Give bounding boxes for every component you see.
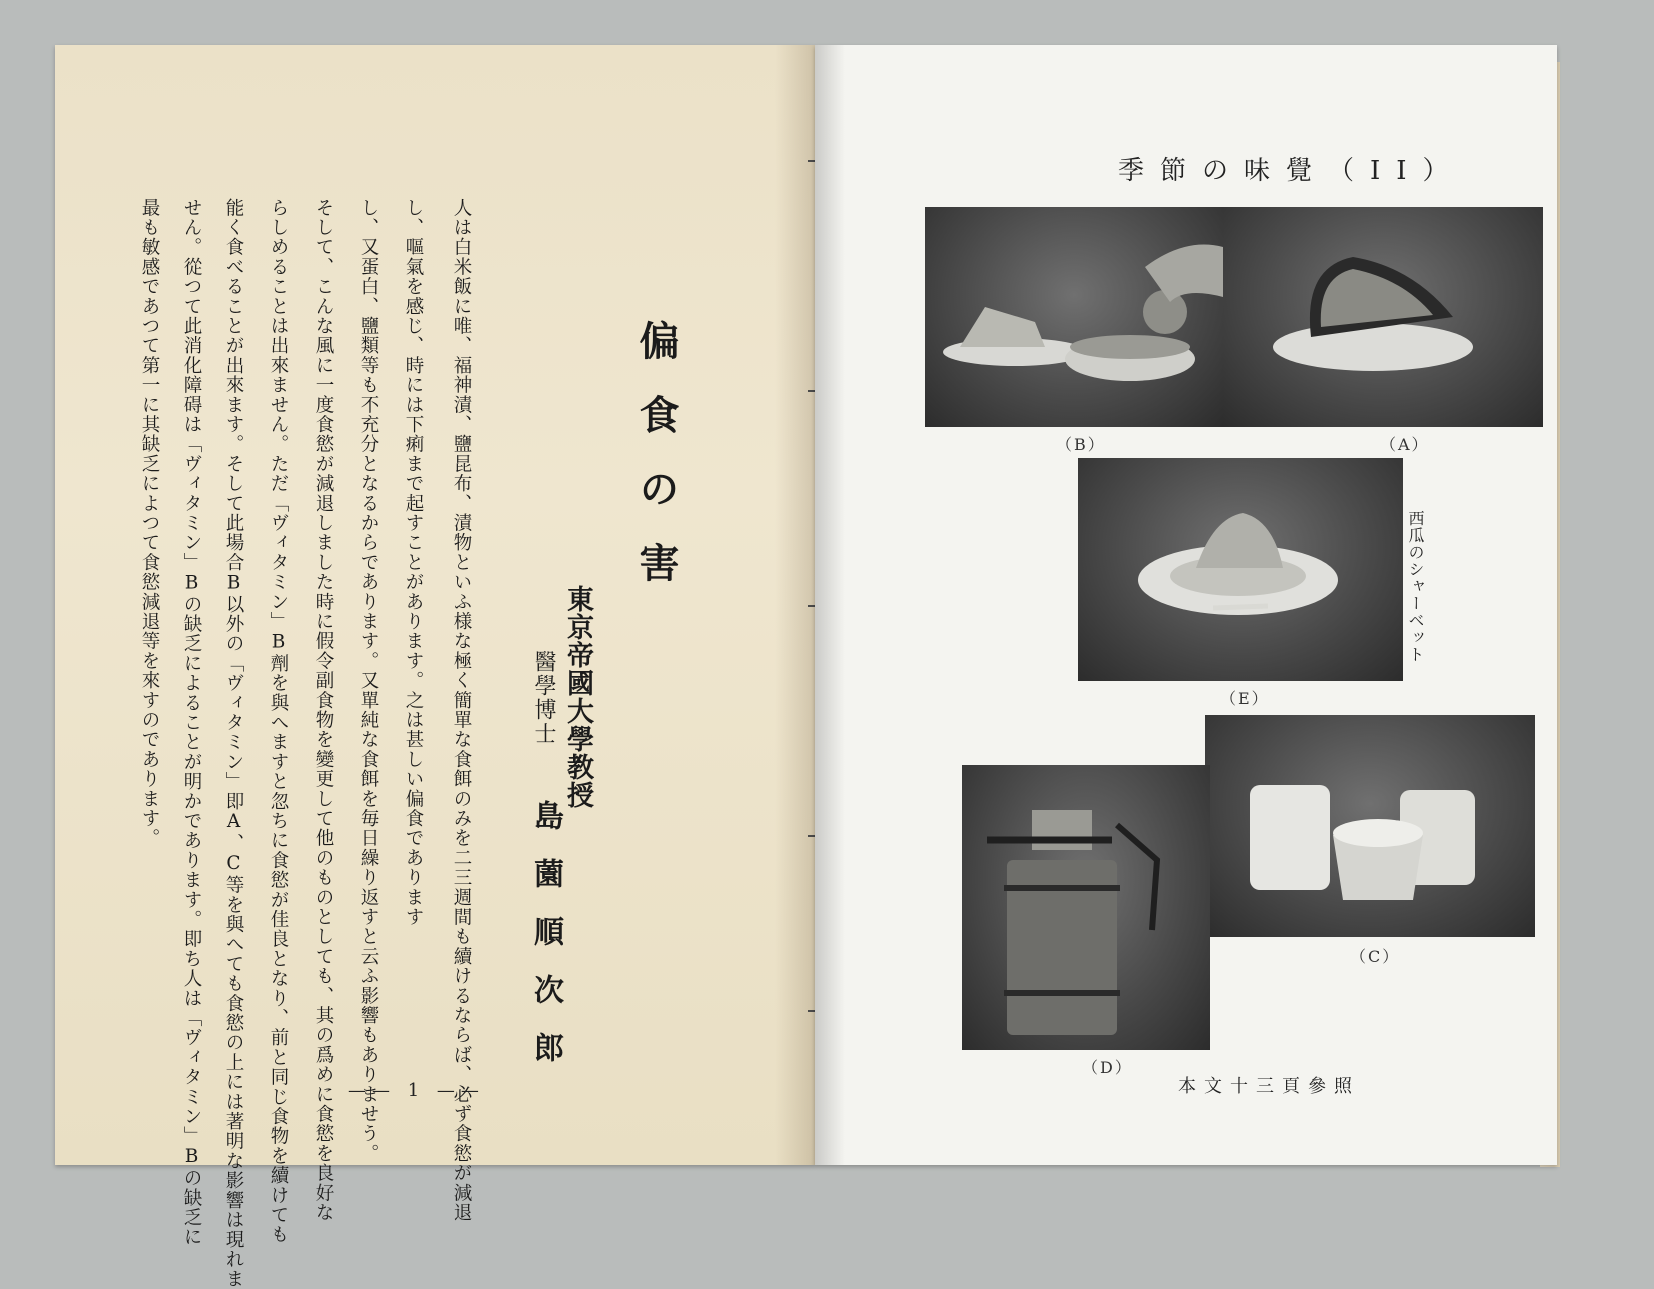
body-column: し、又蛋白、鹽類等も不充分となるからであります。又單純な食餌を毎日繰り返すと云ふ影響もありませう。 — [358, 198, 379, 1164]
body-column: 最も敏感であつて第一に其缺乏によつて食慾減退等を來すのであります。 — [139, 198, 160, 849]
body-column: 人は白米飯に唯、福神漬、鹽昆布、漬物といふ様な極く簡單な食餌のみを二三週間も續けるならば、必ず食慾が減退 — [451, 198, 472, 1223]
photo-e — [1078, 458, 1403, 681]
plate-title: 季節の味覺（II） — [1118, 156, 1465, 186]
caption-a: （A） — [1380, 435, 1430, 454]
photo-c — [1205, 715, 1535, 937]
author-name: 島薗順次郎 — [528, 800, 563, 1090]
left-page — [55, 45, 815, 1165]
article-title: 偏食の害 — [633, 320, 680, 616]
caption-d: （D） — [1082, 1058, 1133, 1077]
photo-b-art — [925, 207, 1223, 427]
photo-a — [1223, 207, 1543, 427]
photo-b — [925, 207, 1223, 427]
author-degree: 醫學博士 — [531, 650, 556, 746]
photo-e-art — [1078, 458, 1403, 681]
page-number: —— 1 —— — [348, 1080, 485, 1101]
body-column: せん。從つて此消化障碍は「ヴィタミン」Bの缺乏によることが明かであります。即ち人は「ヴィタミン」Bの缺乏に — [181, 198, 202, 1248]
caption-c: （C） — [1350, 947, 1401, 966]
side-caption: 西瓜のシャーベット — [1406, 510, 1425, 663]
photo-d-art — [962, 765, 1210, 1050]
photo-a-art — [1223, 207, 1543, 427]
body-column: らしめることは出來ません。ただ「ヴィタミン」B劑を與へますと忽ちに食慾が佳良となり、前と同じ食物を續けても — [268, 198, 289, 1245]
photo-c-art — [1205, 715, 1535, 937]
body-column: 能く食べることが出來ます。そして此場合B以外の「ヴィタミン」即A、C等を與へても食慾の上には著明な影響は現れま — [223, 198, 244, 1289]
caption-e: （E） — [1220, 689, 1270, 708]
caption-b: （B） — [1056, 435, 1106, 454]
photo-d — [962, 765, 1210, 1050]
body-column: し、嘔氣を感じ、時には下痢まで起すことがあります。之は甚しい偏食であります — [403, 198, 424, 927]
reference-note: 本文十三頁參照 — [1178, 1076, 1360, 1097]
author-affiliation: 東京帝國大學教授 — [562, 585, 593, 809]
body-column: そして、こんな風に一度食慾が減退しました時に假令副食物を變更して他のものとしても、其の爲めに食慾を良好な — [313, 198, 334, 1223]
